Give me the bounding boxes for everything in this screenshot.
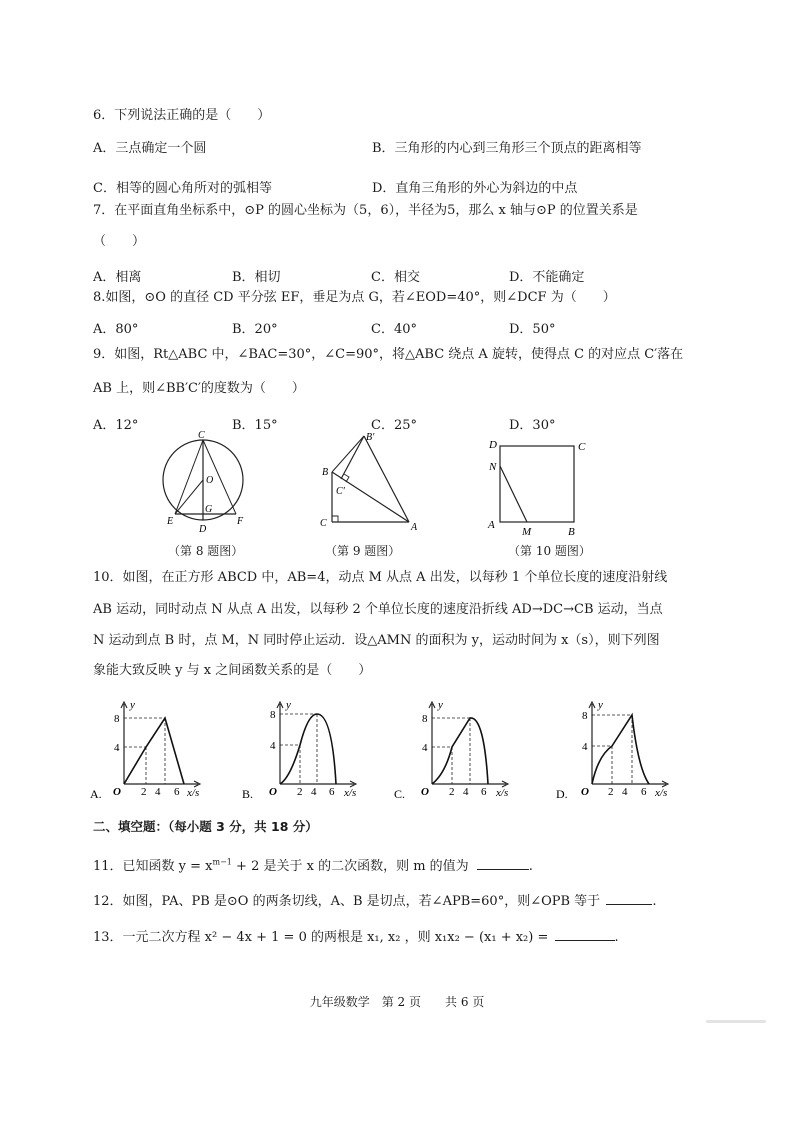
q13-post: . bbox=[614, 930, 619, 945]
graph-a-tick-4: 4 bbox=[114, 742, 120, 754]
graph-c-option: C. bbox=[394, 787, 406, 801]
fig9-label-c-prime: C′ bbox=[336, 486, 345, 497]
fig10-label-b: B bbox=[568, 526, 575, 538]
graph-c-y: y bbox=[438, 699, 443, 711]
q7-option-d: D．不能确定 bbox=[509, 270, 585, 285]
graph-a-origin: O bbox=[113, 786, 121, 798]
graph-d-option: D. bbox=[556, 787, 568, 801]
q10-graph-b bbox=[238, 698, 368, 802]
q10-graph-a bbox=[88, 698, 218, 802]
graph-b-x2: 2 bbox=[297, 786, 303, 798]
fig8-label-o: O bbox=[206, 475, 214, 486]
graph-d-tick-8: 8 bbox=[582, 710, 588, 722]
q11-exponent: m−1 bbox=[212, 857, 232, 867]
graph-b-option: B. bbox=[242, 787, 254, 801]
graph-a-x2: 2 bbox=[141, 786, 147, 798]
q8-option-a: A．80° bbox=[93, 322, 139, 337]
graph-a-x6: 6 bbox=[174, 786, 180, 798]
q7-option-b: B．相切 bbox=[232, 270, 281, 285]
graph-b-origin: O bbox=[269, 786, 277, 798]
q9-option-d: D．30° bbox=[509, 418, 556, 433]
q6-option-a: A．三点确定一个圆 bbox=[93, 141, 207, 156]
q12 bbox=[93, 892, 656, 908]
scan-smudge bbox=[706, 1020, 766, 1023]
fig10-label-n: N bbox=[489, 461, 497, 473]
fig8-label-e: E bbox=[167, 516, 174, 527]
figure-10-square-diagram bbox=[484, 436, 594, 538]
graph-a-xlabel: x/s bbox=[187, 787, 200, 799]
q12-answer-blank[interactable] bbox=[606, 892, 652, 905]
fig9-label-a: A bbox=[411, 522, 418, 532]
graph-b-tick-8: 8 bbox=[270, 709, 276, 721]
graph-c-x6: 6 bbox=[481, 786, 487, 798]
fig9-label-c: C bbox=[320, 518, 327, 529]
q7-option-a: A．相离 bbox=[93, 270, 142, 285]
graph-a-curve bbox=[124, 718, 184, 784]
q11-answer-blank[interactable] bbox=[477, 857, 529, 870]
fig8-label-f: F bbox=[237, 516, 244, 527]
fig8-label-d: D bbox=[199, 524, 207, 535]
figure-9-triangle-diagram bbox=[316, 428, 426, 532]
fig9-label-b: B bbox=[322, 467, 329, 478]
q10-line1: 10．如图，在正方形 ABCD 中，AB=4，动点 M 从点 A 出发，以每秒 1 个单位长度的速度沿射线 bbox=[93, 570, 668, 585]
q13-answer-blank[interactable] bbox=[555, 928, 615, 941]
graph-d-curve bbox=[592, 715, 649, 784]
graph-d-x4: 4 bbox=[622, 786, 628, 798]
fig10-label-c: C bbox=[578, 441, 586, 453]
q7-option-c: C．相交 bbox=[371, 270, 420, 285]
figure-10-caption: （第 10 题图） bbox=[508, 544, 591, 558]
q8-stem: 8.如图，⊙O 的直径 CD 平分弦 EF，垂足为点 G，若∠EOD=40°，则∠DCF 为（ ） bbox=[93, 290, 616, 305]
fig8-label-g: G bbox=[205, 504, 213, 515]
q12-text: 12．如图，PA、PB 是⊙O 的两条切线，A、B 是切点，若∠APB=60°，则∠OPB 等于 bbox=[93, 894, 601, 909]
q8-option-c: C．40° bbox=[371, 322, 417, 337]
figure-8-caption: （第 8 题图） bbox=[168, 544, 244, 558]
q6-option-d: D．直角三角形的外心为斜边的中点 bbox=[372, 181, 578, 196]
graph-b-x6: 6 bbox=[329, 786, 335, 798]
q9-option-b: B．15° bbox=[232, 418, 278, 433]
q9-stem: 9．如图，Rt△ABC 中，∠BAC=30°，∠C=90°，将△ABC 绕点 A 旋转，使得点 C 的对应点 C′落在 bbox=[93, 347, 684, 362]
q10-line3: N 运动到点 B 时，点 M，N 同时停止运动．设△AMN 的面积为 y，运动时间为 x（s），则下列图 bbox=[93, 633, 660, 648]
section-2-title: 二、填空题：（每小题 3 分，共 18 分） bbox=[93, 819, 318, 834]
graph-d-x6: 6 bbox=[641, 786, 647, 798]
q7-paren: （ ） bbox=[93, 234, 146, 249]
graph-d-xlabel: x/s bbox=[655, 787, 668, 799]
q9-option-c: C．25° bbox=[371, 418, 417, 433]
figure-8-circle-diagram bbox=[158, 428, 248, 538]
q11-post: . bbox=[528, 859, 533, 874]
q6-option-b: B．三角形的内心到三角形三个顶点的距离相等 bbox=[372, 141, 642, 156]
graph-c-x4: 4 bbox=[463, 786, 469, 798]
q13-text: 13．一元二次方程 x² − 4x + 1 = 0 的两根是 x₁, x₂ ，则 x₁x₂ − (x₁ + x₂) = bbox=[93, 930, 549, 945]
q6-stem: 6．下列说法正确的是（ ） bbox=[93, 108, 271, 123]
fig8-label-c: C bbox=[198, 430, 205, 441]
q12-post: . bbox=[652, 894, 657, 909]
q10-line4: 象能大致反映 y 与 x 之间函数关系的是（ ） bbox=[93, 663, 372, 678]
figure-9-caption: （第 9 题图） bbox=[325, 544, 401, 558]
fig10-label-a: A bbox=[488, 519, 495, 531]
q13 bbox=[93, 928, 619, 944]
graph-d-x2: 2 bbox=[608, 786, 614, 798]
fig9-label-b-prime: B′ bbox=[366, 432, 375, 443]
graph-c-origin: O bbox=[421, 786, 429, 798]
graph-a-option: A. bbox=[90, 787, 102, 801]
q7-stem: 7．在平面直角坐标系中，⊙P 的圆心坐标为（5，6），半径为5，那么 x 轴与⊙P 的位置关系是 bbox=[93, 203, 638, 218]
fig10-label-m: M bbox=[522, 526, 532, 538]
graph-b-xlabel: x/s bbox=[344, 787, 357, 799]
graph-a-tick-8: 8 bbox=[114, 713, 120, 725]
graph-b-y: y bbox=[286, 699, 291, 711]
graph-c-x2: 2 bbox=[449, 786, 455, 798]
q11-mid: + 2 是关于 x 的二次函数，则 m 的值为 bbox=[231, 859, 469, 874]
q8-option-d: D．50° bbox=[509, 322, 556, 337]
segment-ce bbox=[175, 440, 203, 514]
graph-b-x4: 4 bbox=[311, 786, 317, 798]
graph-c-tick-4: 4 bbox=[422, 742, 428, 754]
graph-b-curve bbox=[280, 714, 336, 784]
segment-oe bbox=[175, 480, 203, 514]
q11-pre: 11．已知函数 y = x bbox=[93, 859, 213, 874]
q9-stem-line2: AB 上，则∠BB′C′的度数为（ ） bbox=[93, 381, 305, 396]
graph-c-tick-8: 8 bbox=[422, 713, 428, 725]
graph-c-curve bbox=[432, 718, 488, 784]
graph-d-y: y bbox=[598, 699, 603, 711]
graph-d-tick-4: 4 bbox=[582, 741, 588, 753]
fig10-label-d: D bbox=[489, 439, 497, 451]
q8-option-b: B．20° bbox=[232, 322, 278, 337]
q11 bbox=[93, 857, 533, 873]
q10-line2: AB 运动，同时动点 N 从点 A 出发，以每秒 2 个单位长度的速度沿折线 AD→DC→CB 运动，当点 bbox=[93, 602, 663, 617]
page-footer: 九年级数学 第 2 页 共 6 页 bbox=[309, 995, 485, 1009]
q10-graph-d bbox=[552, 698, 682, 802]
q6-option-c: C．相等的圆心角所对的弧相等 bbox=[93, 181, 272, 196]
q9-option-a: A．12° bbox=[93, 418, 139, 433]
q10-graph-c bbox=[390, 698, 520, 802]
graph-a-x4: 4 bbox=[155, 786, 161, 798]
graph-c-xlabel: x/s bbox=[496, 787, 509, 799]
graph-a-y: y bbox=[130, 699, 135, 711]
graph-b-tick-4: 4 bbox=[270, 740, 276, 752]
graph-d-origin: O bbox=[581, 786, 589, 798]
